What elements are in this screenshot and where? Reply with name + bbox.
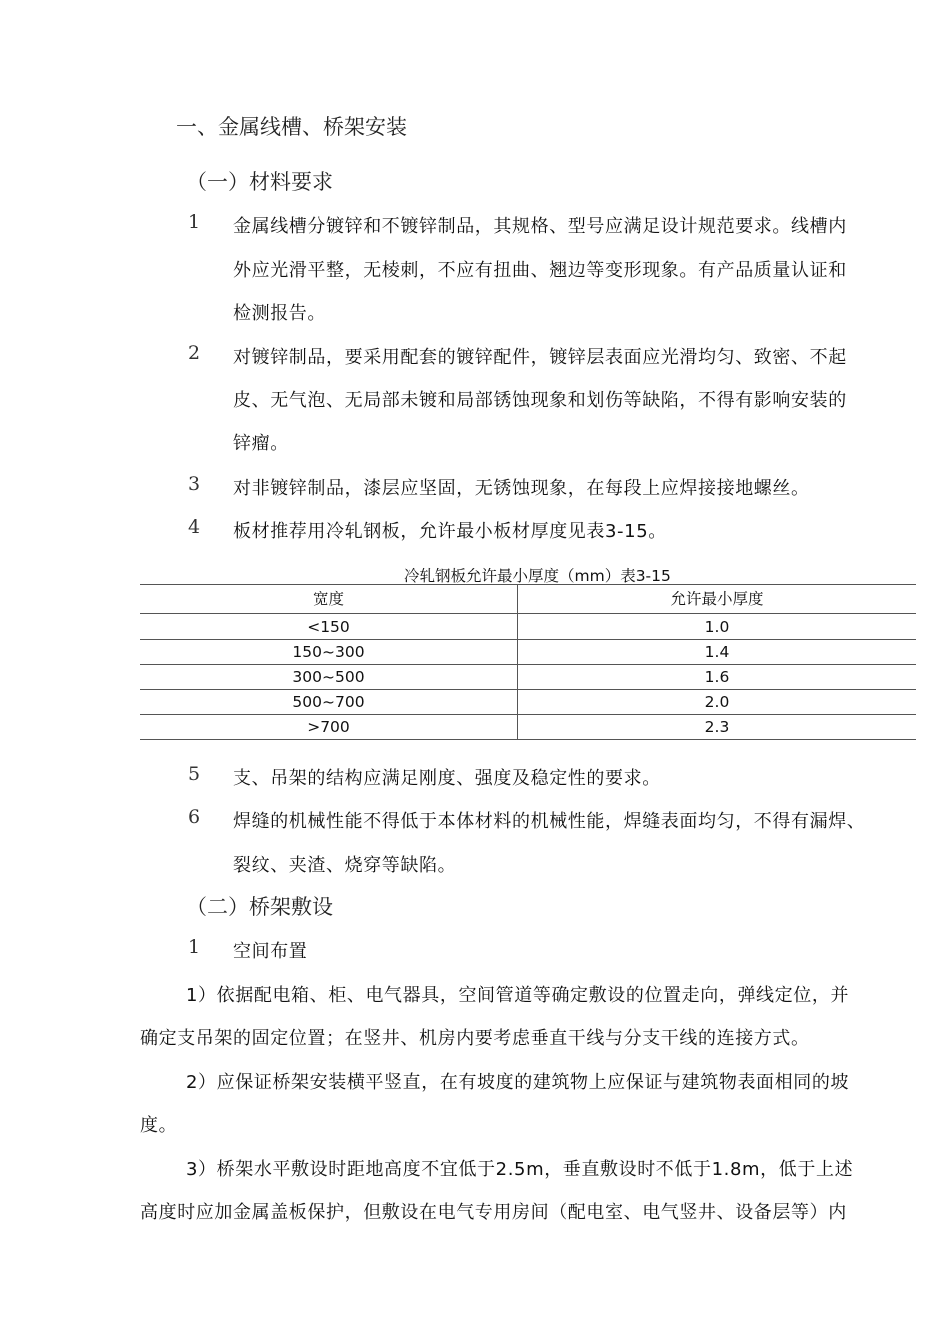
table-cell-thickness: 1.4	[518, 640, 917, 665]
table-cell-width: 300~500	[140, 665, 518, 690]
table-row	[140, 665, 916, 690]
paragraph-line: 1）依据配电箱、柜、电气器具，空间管道等确定敷设的位置走向，弹线定位，并	[186, 985, 850, 1006]
item-text-line: 金属线槽分镀锌和不镀锌制品，其规格、型号应满足设计规范要求。线槽内	[233, 216, 847, 237]
item-number: 3	[188, 473, 201, 495]
column-header-thickness: 允许最小厚度	[518, 585, 917, 614]
subsection-title: 空间布置	[233, 941, 308, 962]
table-row	[140, 614, 916, 640]
item-text-line: 对镀锌制品，要采用配套的镀锌配件，镀锌层表面应光滑均匀、致密、不起	[233, 347, 847, 368]
table-row	[140, 690, 916, 715]
paragraph-line: 确定支吊架的固定位置；在竖井、机房内要考虑垂直干线与分支干线的连接方式。	[140, 1028, 810, 1049]
section-2-title: （二）桥架敷设	[186, 895, 333, 919]
table-row	[140, 715, 916, 740]
item-text-line: 对非镀锌制品，漆层应坚固，无锈蚀现象，在每段上应焊接接地螺丝。	[233, 478, 810, 499]
section-1-title: （一）材料要求	[186, 170, 333, 194]
table-cell-width: 500~700	[140, 690, 518, 715]
table-cell-thickness: 2.0	[518, 690, 917, 715]
table-cell-width: 150~300	[140, 640, 518, 665]
table-cell-thickness: 1.0	[518, 614, 917, 640]
item-text-line: 板材推荐用冷轧钢板，允许最小板材厚度见表3-15。	[233, 521, 667, 542]
item-number: 6	[188, 806, 201, 828]
item-number: 4	[188, 516, 201, 538]
item-text-line: 外应光滑平整，无棱刺，不应有扭曲、翘边等变形现象。有产品质量认证和	[233, 260, 847, 281]
item-text-line: 焊缝的机械性能不得低于本体材料的机械性能，焊缝表面均匀，不得有漏焊、	[233, 811, 866, 832]
item-text-line: 支、吊架的结构应满足刚度、强度及稳定性的要求。	[233, 768, 661, 789]
paragraph-line: 度。	[140, 1115, 178, 1136]
main-heading: 一、金属线槽、桥架安装	[176, 115, 407, 139]
paragraph-line: 高度时应加金属盖板保护，但敷设在电气专用房间（配电室、电气竖井、设备层等）内	[140, 1202, 847, 1223]
paragraph-line: 3）桥架水平敷设时距地高度不宜低于2.5m，垂直敷设时不低于1.8m，低于上述	[186, 1159, 854, 1180]
subsection-number: 1	[188, 936, 201, 958]
item-number: 5	[188, 763, 201, 785]
item-number: 1	[188, 211, 201, 233]
table-header-row	[140, 585, 916, 614]
thickness-table	[140, 584, 916, 740]
table-cell-thickness: 2.3	[518, 715, 917, 740]
table-caption: 冷轧钢板允许最小厚度（mm）表3-15	[404, 567, 671, 585]
item-text-line: 皮、无气泡、无局部未镀和局部锈蚀现象和划伤等缺陷，不得有影响安装的	[233, 390, 847, 411]
item-text-line: 检测报告。	[233, 303, 326, 324]
table-cell-width: >700	[140, 715, 518, 740]
table-row	[140, 640, 916, 665]
table-cell-thickness: 1.6	[518, 665, 917, 690]
table-cell-width: <150	[140, 614, 518, 640]
paragraph-line: 2）应保证桥架安装横平竖直，在有坡度的建筑物上应保证与建筑物表面相同的坡	[186, 1072, 850, 1093]
item-number: 2	[188, 342, 201, 364]
item-text-line: 锌瘤。	[233, 433, 289, 454]
column-header-width: 宽度	[140, 585, 518, 614]
item-text-line: 裂纹、夹渣、烧穿等缺陷。	[233, 855, 457, 876]
